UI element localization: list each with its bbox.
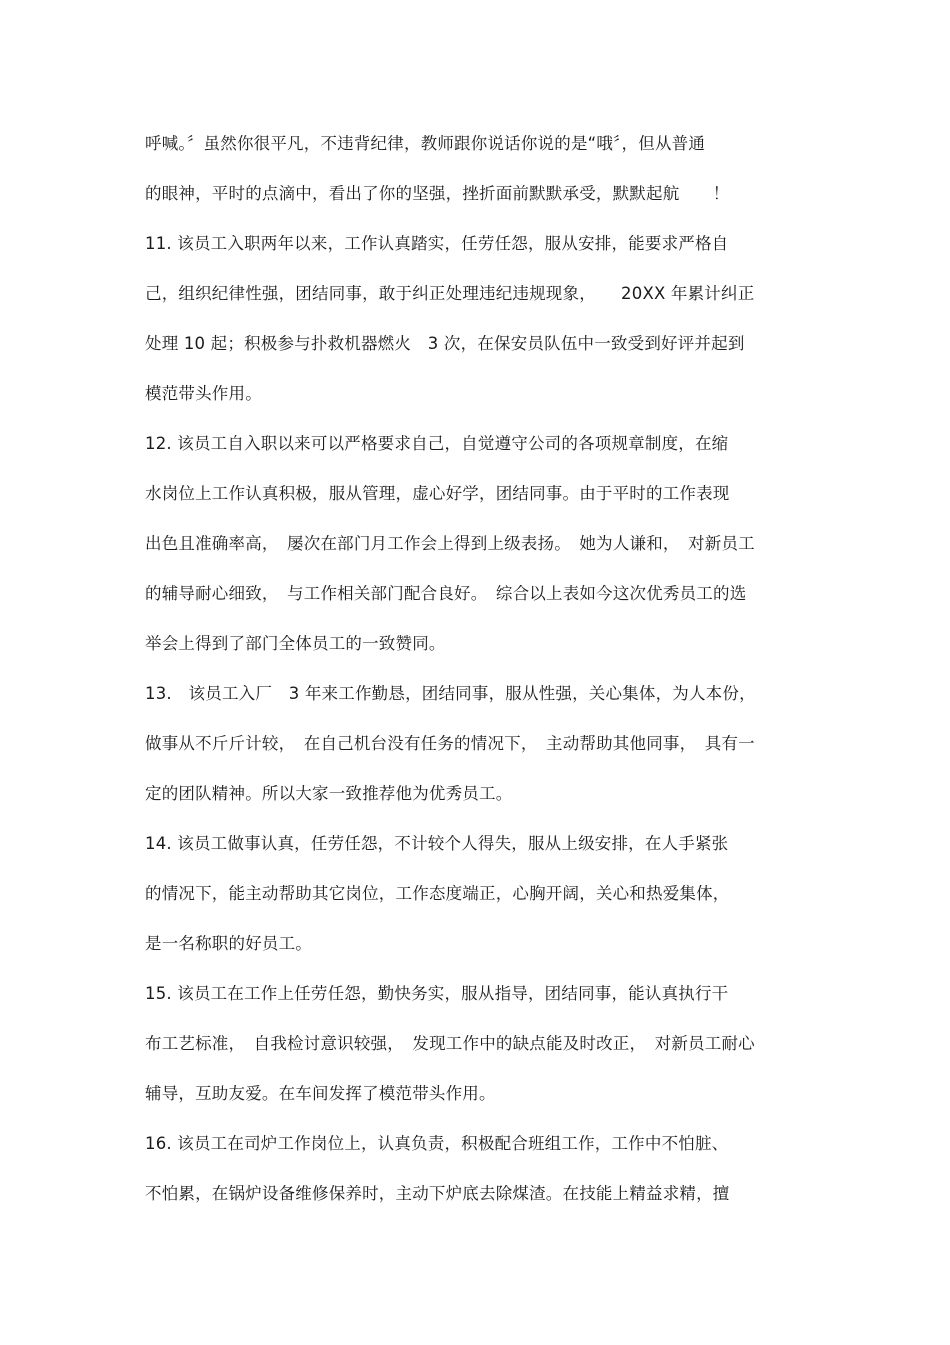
text-line: 处理 10 起；积极参与扑救机器燃火 3 次，在保安员队伍中一致受到好评并起到 — [145, 334, 745, 353]
text-line: 己，组织纪律性强，团结同事，敢于纠正处理违纪违规现象， 20XX 年累计纠正 — [145, 284, 755, 303]
text-line: 是一名称职的好员工。 — [145, 934, 312, 953]
text-line: 16. 该员工在司炉工作岗位上，认真负责，积极配合班组工作，工作中不怕脏、 — [145, 1134, 729, 1153]
text-line: 举会上得到了部门全体员工的一致赞同。 — [145, 634, 446, 653]
text-line: 不怕累，在锅炉设备维修保养时，主动下炉底去除煤渣。在技能上精益求精，擅 — [145, 1184, 730, 1203]
text-line: 呼喊。〞虽然你很平凡，不违背纪律，教师跟你说话你说的是“哦〞，但从普通 — [145, 134, 706, 153]
text-line: 的辅导耐心细致， 与工作相关部门配合良好。 综合以上表如今这次优秀员工的选 — [145, 584, 747, 603]
text-line: 12. 该员工自入职以来可以严格要求自己，自觉遵守公司的各项规章制度，在缩 — [145, 434, 729, 453]
text-line: 15. 该员工在工作上任劳任怨，勤快务实，服从指导，团结同事，能认真执行干 — [145, 984, 729, 1003]
text-line: 辅导，互助友爱。在车间发挥了模范带头作用。 — [145, 1084, 496, 1103]
text-line: 模范带头作用。 — [145, 384, 262, 403]
text-line: 的情况下，能主动帮助其它岗位，工作态度端正，心胸开阔，关心和热爱集体， — [145, 884, 730, 903]
text-line: 11. 该员工入职两年以来，工作认真踏实，任劳任怨，服从安排，能要求严格自 — [145, 234, 729, 253]
text-line: 13. 该员工入厂 3 年来工作勤恳，团结同事，服从性强，关心集体，为人本份， — [145, 684, 756, 703]
text-line: 做事从不斤斤计较， 在自己机台没有任务的情况下， 主动帮助其他同事， 具有一 — [145, 734, 755, 753]
text-line: 14. 该员工做事认真，任劳任怨，不计较个人得失，服从上级安排，在人手紧张 — [145, 834, 729, 853]
text-line: 的眼神，平时的点滴中，看出了你的坚强，挫折面前默默承受，默默起航 ！ — [145, 184, 730, 203]
text-line: 布工艺标准， 自我检讨意识较强， 发现工作中的缺点能及时改正， 对新员工耐心 — [145, 1034, 755, 1053]
text-line: 出色且准确率高， 屡次在部门月工作会上得到上级表扬。 她为人谦和， 对新员工 — [145, 534, 755, 553]
text-line: 水岗位上工作认真积极，服从管理，虚心好学，团结同事。由于平时的工作表现 — [145, 484, 730, 503]
text-line: 定的团队精神。所以大家一致推荐他为优秀员工。 — [145, 784, 513, 803]
